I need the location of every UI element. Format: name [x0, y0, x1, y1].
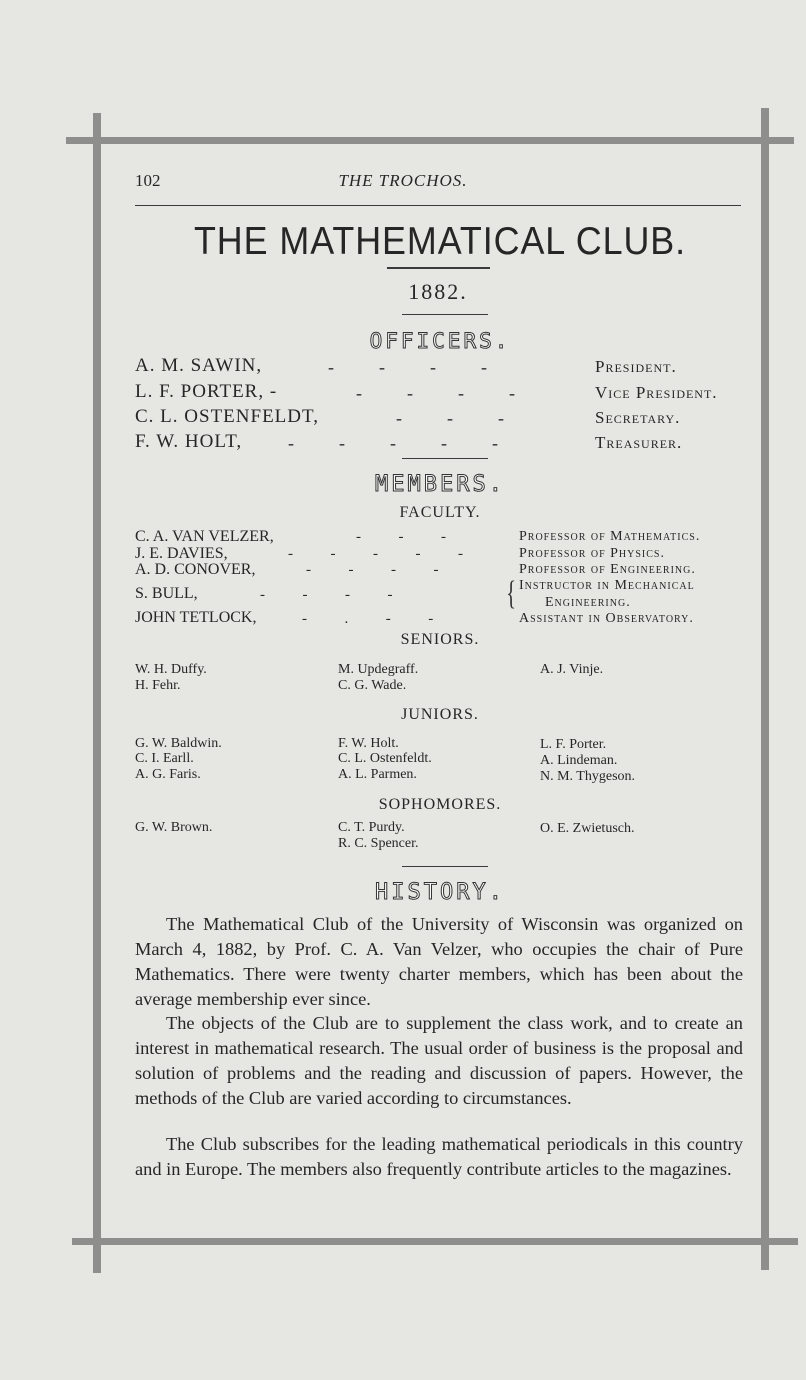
- page-border-bottom: [72, 1238, 798, 1245]
- leader-dots: - - - - -: [288, 433, 498, 453]
- history-paragraph: The Mathematical Club of the University of Wisconsin was organized on March 4, 1882, by Prof. C. A. Van Velzer, who occupies the chair of Pure Mathematics. There were twenty charter members, which has been about the average membership ever since.: [135, 914, 743, 1009]
- officer-name: A. M. SAWIN,: [135, 355, 263, 376]
- faculty-name: JOHN TETLOCK,: [135, 609, 257, 626]
- officer-name: F. W. HOLT,: [135, 431, 243, 452]
- brace-icon: {: [506, 575, 517, 612]
- member-name: C. L. Ostenfeldt.: [338, 751, 432, 766]
- member-name: C. G. Wade.: [338, 678, 407, 693]
- juniors-heading: JUNIORS.: [401, 706, 479, 723]
- member-name: G. W. Brown.: [135, 820, 213, 835]
- faculty-title: Professor of Mathematics.: [519, 529, 701, 544]
- leader-dots: - - -: [396, 408, 504, 428]
- faculty-title-continued: Engineering.: [545, 595, 631, 610]
- faculty-name: S. BULL,: [135, 585, 198, 602]
- year-heading: 1882.: [408, 279, 468, 304]
- member-name: A. Lindeman.: [540, 753, 618, 768]
- member-name: M. Updegraff.: [338, 662, 419, 677]
- sophomores-heading: SOPHOMORES.: [378, 796, 502, 813]
- member-name: C. T. Purdy.: [338, 820, 405, 835]
- seniors-heading: SENIORS.: [400, 631, 480, 648]
- page-number: 102: [135, 171, 161, 190]
- page-border-top: [66, 137, 794, 144]
- section-rule: [402, 458, 488, 459]
- history-paragraph: The objects of the Club are to supplement the class work, and to create an interest in mathematical research. The usual order of business is the proposal and solution of problems and the reading and discussion of papers. However, the methods of the Club are varied according to circumstances.: [135, 1013, 743, 1108]
- member-name: F. W. Holt.: [338, 736, 399, 751]
- year-rule: [402, 314, 488, 315]
- officer-title: Secretary.: [595, 408, 681, 427]
- member-name: A. J. Vinje.: [540, 662, 604, 677]
- officers-heading: OFFICERS.: [369, 329, 511, 353]
- header-rule: [135, 205, 741, 206]
- leader-dots: - - -: [356, 529, 446, 545]
- leader-dots: - - - -: [328, 357, 487, 377]
- faculty-title: Instructor in Mechanical: [519, 578, 695, 593]
- member-name: W. H. Duffy.: [135, 662, 207, 677]
- member-name: C. I. Earll.: [135, 751, 194, 766]
- member-name: R. C. Spencer.: [338, 836, 419, 851]
- officer-title: Treasurer.: [595, 433, 683, 452]
- faculty-name: C. A. VAN VELZER,: [135, 528, 274, 545]
- running-head: THE TROCHOS.: [338, 171, 468, 190]
- officer-title: President.: [595, 357, 677, 376]
- member-name: H. Fehr.: [135, 678, 181, 693]
- leader-dots: - - - -: [356, 383, 515, 403]
- faculty-title: Assistant in Observatory.: [519, 611, 694, 626]
- faculty-name: A. D. CONOVER,: [135, 561, 256, 578]
- member-name: G. W. Baldwin.: [135, 736, 222, 751]
- member-name: A. L. Parmen.: [338, 767, 417, 782]
- faculty-title: Professor of Physics.: [519, 546, 665, 561]
- faculty-title: Professor of Engineering.: [519, 562, 696, 577]
- history-heading: HISTORY.: [375, 880, 505, 905]
- faculty-heading: FACULTY.: [399, 504, 481, 521]
- member-name: A. G. Faris.: [135, 767, 201, 782]
- members-heading: MEMBERS.: [375, 472, 505, 497]
- officer-name: L. F. PORTER, -: [135, 381, 278, 402]
- member-name: L. F. Porter.: [540, 737, 607, 752]
- member-name: N. M. Thygeson.: [540, 769, 636, 784]
- faculty-name: J. E. DAVIES,: [135, 545, 228, 562]
- section-rule: [402, 866, 488, 867]
- page-title: THE MATHEMATICAL CLUB.: [193, 220, 687, 263]
- leader-dots: - - - - -: [288, 546, 463, 562]
- title-rule: [387, 267, 490, 269]
- officer-title: Vice President.: [595, 383, 718, 402]
- member-name: O. E. Zwietusch.: [540, 821, 635, 836]
- leader-dots: - - - -: [306, 562, 439, 578]
- history-paragraph: The Club subscribes for the leading mathematical periodicals in this country and in Europe. The members also frequently contribute articles to the magazines.: [135, 1134, 743, 1179]
- leader-dots: - . - -: [302, 611, 434, 627]
- leader-dots: - - - -: [260, 587, 393, 603]
- officer-name: C. L. OSTENFELDT,: [135, 406, 319, 427]
